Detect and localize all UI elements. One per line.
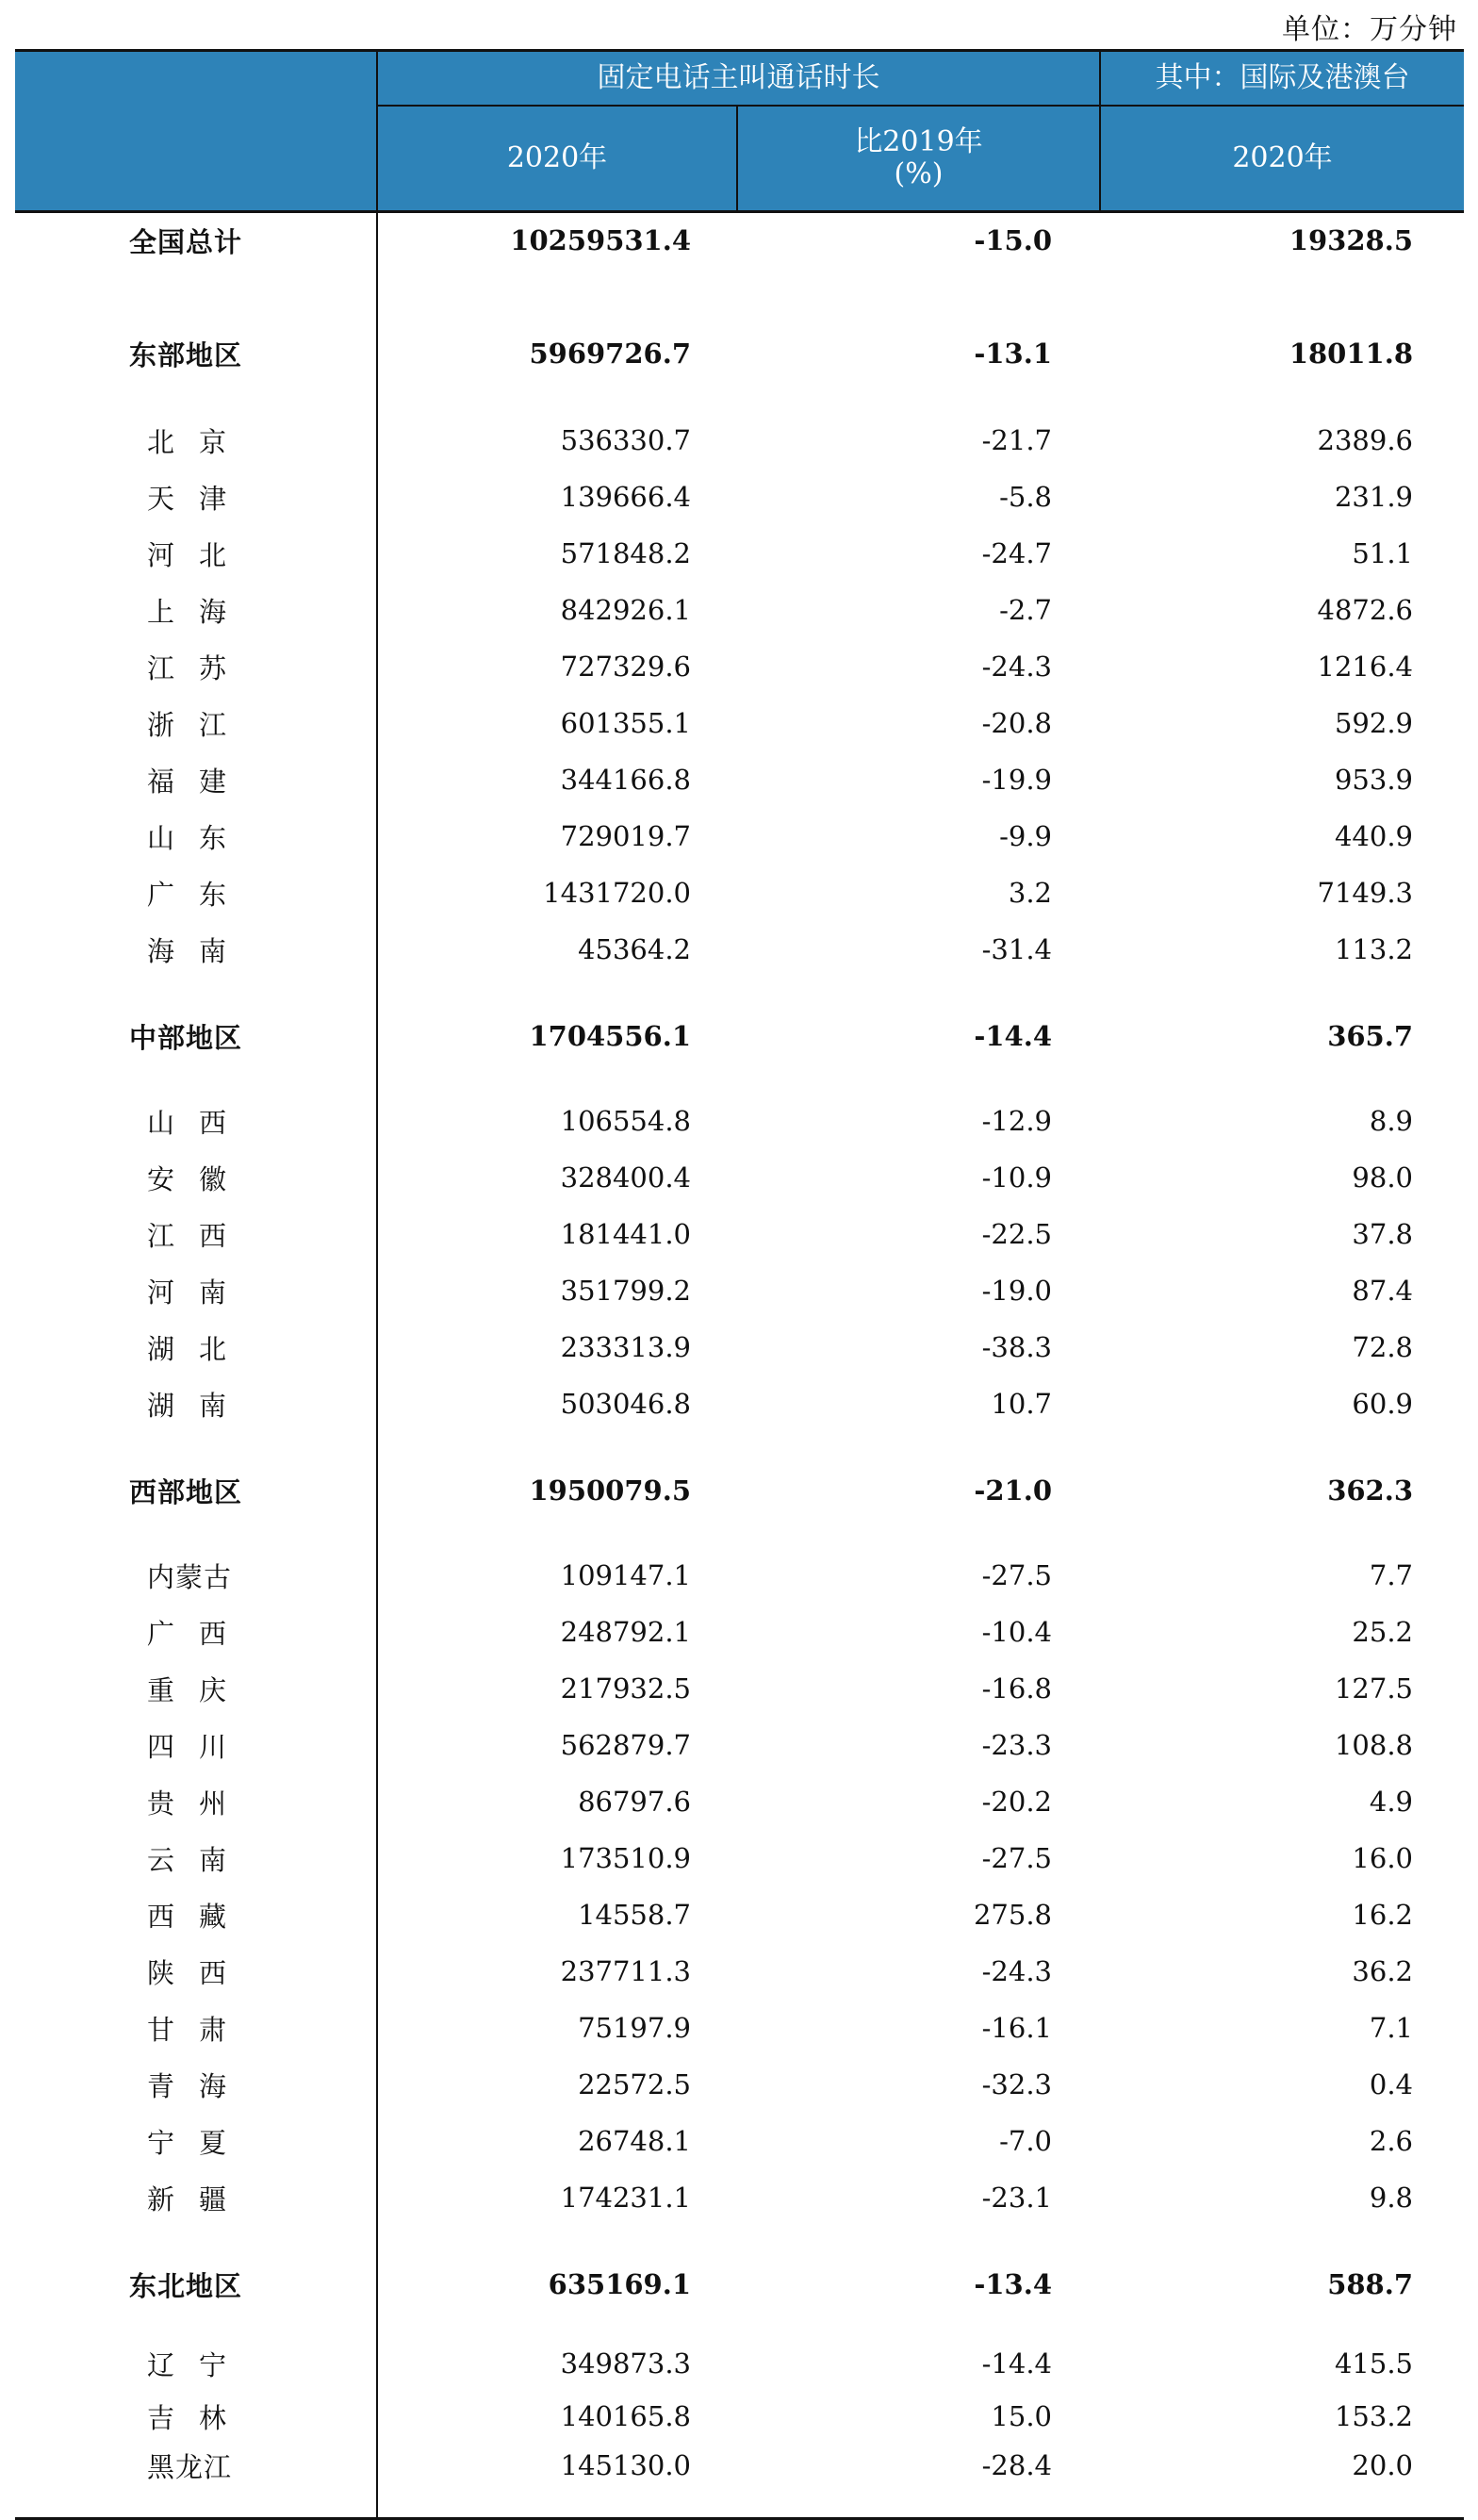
cell-v1: 1950079.5 [529,1474,691,1507]
cell-v1: 181441.0 [560,1218,691,1250]
table-row [15,528,1464,579]
cell-v2: -16.8 [981,1672,1052,1705]
cell-v3: 7149.3 [1317,877,1413,909]
cell-v3: 153.2 [1334,2400,1413,2432]
table-row [15,2172,1464,2223]
table-body [15,213,1464,2520]
table-row [15,471,1464,522]
row-name: 湖南 [147,1389,252,1422]
cell-v1: 5969726.7 [529,338,691,370]
cell-v2: -14.4 [981,2347,1052,2380]
row-name: 江西 [147,1219,252,1252]
table-row [15,2259,1464,2310]
row-name: 四川 [147,1730,252,1763]
cell-v3: 1216.4 [1317,651,1413,683]
row-name: 北京 [147,425,252,458]
cell-v1: 106554.8 [560,1105,691,1137]
row-name: 安徽 [147,1162,252,1195]
cell-v1: 237711.3 [560,1955,691,1987]
table-row [15,1663,1464,1714]
row-name: 广西 [147,1617,252,1650]
table-row [15,811,1464,862]
cell-v1: 145130.0 [560,2449,691,2481]
cell-v3: 0.4 [1369,2068,1413,2100]
cell-v3: 440.9 [1334,820,1413,852]
cell-v2: -15.0 [974,224,1052,256]
table-row [15,1550,1464,1601]
row-name: 上海 [147,595,252,628]
row-name: 陕西 [147,1956,252,1989]
row-name: 内蒙古 [147,1560,233,1593]
unit-label: 单位：万分钟 [1282,13,1457,46]
cell-v1: 727329.6 [560,651,691,683]
table-row [15,2002,1464,2053]
cell-v1: 86797.6 [578,1786,691,1818]
table-row [15,215,1464,266]
cell-v1: 45364.2 [578,933,691,965]
cell-v1: 10259531.4 [510,224,691,256]
cell-v2: -19.0 [981,1275,1052,1307]
cell-v2: -10.9 [981,1161,1052,1194]
cell-v1: 601355.1 [560,707,691,739]
table-row [15,1606,1464,1657]
header-divider [736,105,738,210]
cell-v1: 729019.7 [560,820,691,852]
cell-v2: -27.5 [981,1559,1052,1591]
cell-v3: 18011.8 [1289,338,1413,370]
cell-v1: 536330.7 [560,424,691,456]
cell-v1: 842926.1 [560,594,691,626]
cell-v3: 98.0 [1352,1161,1413,1194]
cell-v1: 109147.1 [560,1559,691,1591]
row-name: 重庆 [147,1673,252,1706]
cell-v2: -14.4 [974,1020,1052,1052]
cell-v1: 503046.8 [560,1388,691,1420]
header-group-call-duration: 固定电话主叫通话时长 [597,61,880,94]
cell-v2: -23.1 [981,2182,1052,2214]
row-name: 山东 [147,821,252,854]
cell-v1: 139666.4 [560,481,691,513]
cell-v3: 60.9 [1352,1388,1413,1420]
row-name: 山西 [147,1106,252,1139]
row-name: 海南 [147,934,252,967]
cell-v2: -24.3 [981,1955,1052,1987]
cell-v3: 25.2 [1352,1616,1413,1648]
table-row [15,328,1464,379]
cell-v3: 4872.6 [1317,594,1413,626]
row-name: 河北 [147,538,252,571]
cell-v3: 592.9 [1334,707,1413,739]
table-row [15,1209,1464,1260]
cell-v1: 562879.7 [560,1729,691,1761]
cell-v3: 19328.5 [1289,224,1413,256]
cell-v3: 87.4 [1352,1275,1413,1307]
cell-v1: 1431720.0 [543,877,691,909]
cell-v3: 2.6 [1369,2125,1413,2157]
cell-v3: 415.5 [1334,2347,1413,2380]
table-row [15,2391,1464,2442]
cell-v1: 174231.1 [560,2182,691,2214]
cell-v2: -2.7 [999,594,1052,626]
header-group-international: 其中：国际及港澳台 [1155,61,1410,94]
row-name: 西部地区 [129,1475,243,1508]
header-col-intl-2020: 2020年 [1232,141,1333,174]
row-name: 东北地区 [129,2269,243,2302]
cell-v3: 8.9 [1369,1105,1413,1137]
cell-v2: -20.8 [981,707,1052,739]
table-row [15,585,1464,635]
cell-v3: 51.1 [1352,537,1413,569]
row-name: 中部地区 [129,1021,243,1054]
row-name: 甘肃 [147,2013,252,2046]
table-row [15,415,1464,466]
cell-v2: 275.8 [973,1899,1052,1931]
cell-v2: -22.5 [981,1218,1052,1250]
row-name: 河南 [147,1276,252,1309]
cell-v2: -27.5 [981,1842,1052,1874]
row-name: 湖北 [147,1332,252,1365]
cell-v1: 1704556.1 [529,1020,691,1052]
cell-v3: 953.9 [1334,764,1413,796]
table-row [15,1265,1464,1316]
cell-v2: -32.3 [981,2068,1052,2100]
table-row [15,1889,1464,1940]
table-row [15,1152,1464,1203]
cell-v1: 75197.9 [578,2012,691,2044]
row-name: 青海 [147,2069,252,2102]
cell-v3: 7.1 [1369,2012,1413,2044]
cell-v1: 233313.9 [560,1331,691,1363]
table-row [15,1095,1464,1146]
table-row [15,2059,1464,2110]
cell-v3: 127.5 [1334,1672,1413,1705]
cell-v2: -9.9 [999,820,1052,852]
cell-v2: -20.2 [981,1786,1052,1818]
cell-v3: 2389.6 [1317,424,1413,456]
cell-v3: 16.2 [1352,1899,1413,1931]
header-divider [1099,52,1101,210]
row-name: 辽宁 [147,2348,252,2381]
row-name: 黑龙江 [147,2450,233,2483]
row-name: 全国总计 [129,225,243,258]
cell-v1: 14558.7 [578,1899,691,1931]
row-name: 江苏 [147,651,252,684]
cell-v3: 108.8 [1334,1729,1413,1761]
cell-v3: 9.8 [1369,2182,1413,2214]
cell-v2: -21.7 [981,424,1052,456]
header-col-2020: 2020年 [506,141,608,174]
cell-v1: 571848.2 [560,537,691,569]
row-name: 天津 [147,482,252,515]
cell-v1: 635169.1 [548,2268,691,2300]
cell-v3: 365.7 [1327,1020,1413,1052]
cell-v3: 20.0 [1352,2449,1413,2481]
cell-v1: 26748.1 [578,2125,691,2157]
cell-v3: 231.9 [1334,481,1413,513]
row-name: 广东 [147,878,252,911]
cell-v2: -10.4 [981,1616,1052,1648]
cell-v1: 351799.2 [560,1275,691,1307]
data-table [15,49,1464,2520]
table-row [15,2338,1464,2389]
cell-v2: -12.9 [981,1105,1052,1137]
header-col-change [738,107,1099,210]
cell-v3: 72.8 [1352,1331,1413,1363]
cell-v3: 362.3 [1327,1474,1413,1507]
cell-v1: 173510.9 [560,1842,691,1874]
cell-v3: 36.2 [1352,1955,1413,1987]
table-row [15,1322,1464,1373]
cell-v3: 588.7 [1327,2268,1413,2300]
cell-v1: 248792.1 [560,1616,691,1648]
table-row [15,1378,1464,1429]
header-col-change-line1: 比2019年 [854,125,983,158]
row-name: 浙江 [147,708,252,741]
table-row [15,2116,1464,2166]
table-row [15,1720,1464,1771]
cell-v2: -16.1 [981,2012,1052,2044]
row-name: 云南 [147,1843,252,1876]
cell-v1: 344166.8 [560,764,691,796]
cell-v3: 7.7 [1369,1559,1413,1591]
cell-v1: 217932.5 [560,1672,691,1705]
row-name: 贵州 [147,1787,252,1820]
header-divider [376,52,378,210]
cell-v2: -38.3 [981,1331,1052,1363]
cell-v3: 4.9 [1369,1786,1413,1818]
table-row [15,1946,1464,1997]
cell-v2: -13.1 [974,338,1052,370]
cell-v2: 3.2 [1008,877,1052,909]
row-name: 东部地区 [129,338,243,371]
table-row [15,641,1464,692]
cell-v3: 113.2 [1334,933,1413,965]
cell-v3: 16.0 [1352,1842,1413,1874]
header-col-change-line2: (%) [894,157,944,190]
cell-v2: -23.3 [981,1729,1052,1761]
table-row [15,924,1464,975]
cell-v3: 37.8 [1352,1218,1413,1250]
cell-v2: 10.7 [991,1388,1052,1420]
cell-v2: 15.0 [991,2400,1052,2432]
table-row [15,698,1464,749]
cell-v2: -19.9 [981,764,1052,796]
cell-v2: -13.4 [974,2268,1052,2300]
cell-v2: -7.0 [999,2125,1052,2157]
table-row [15,1011,1464,1062]
row-name: 新疆 [147,2182,252,2215]
cell-v1: 349873.3 [560,2347,691,2380]
cell-v2: -24.7 [981,537,1052,569]
row-name: 西藏 [147,1900,252,1933]
cell-v2: -31.4 [981,933,1052,965]
table-row [15,1833,1464,1884]
header-divider [376,105,1464,107]
cell-v2: -24.3 [981,651,1052,683]
row-name: 福建 [147,765,252,798]
table-row [15,1465,1464,1516]
row-name: 吉林 [147,2401,252,2434]
table-row [15,2440,1464,2491]
cell-v2: -5.8 [999,481,1052,513]
table-row [15,867,1464,918]
cell-v1: 328400.4 [560,1161,691,1194]
cell-v1: 22572.5 [578,2068,691,2100]
cell-v1: 140165.8 [560,2400,691,2432]
table-row [15,1776,1464,1827]
cell-v2: -28.4 [981,2449,1052,2481]
table-row [15,754,1464,805]
row-name: 宁夏 [147,2126,252,2159]
table-header [15,49,1464,213]
cell-v2: -21.0 [974,1474,1052,1507]
